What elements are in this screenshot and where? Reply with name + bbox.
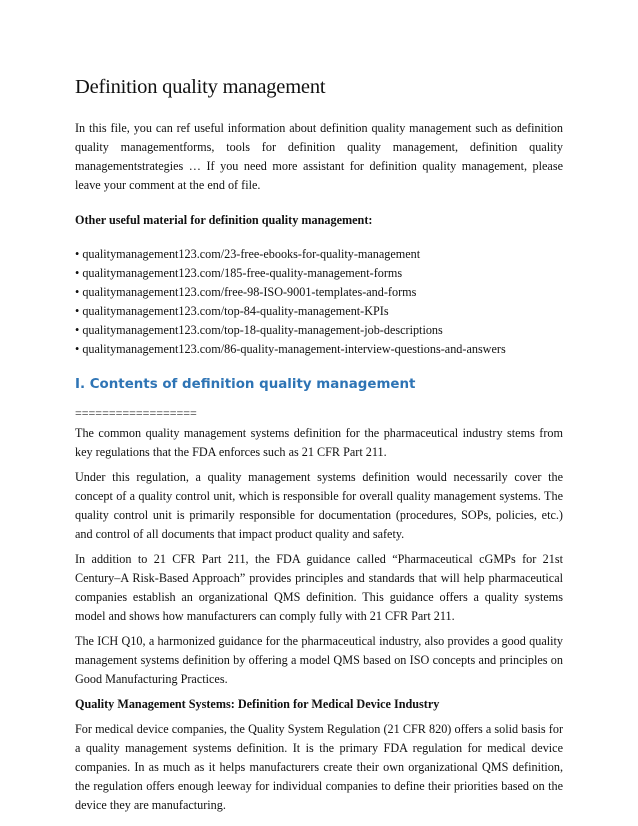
link-item[interactable]: • qualitymanagement123.com/185-free-quality-management-forms: [75, 266, 403, 280]
body-paragraph: In addition to 21 CFR Part 211, the FDA guidance called “Pharmaceutical cGMPs for 21st Century–A Risk-Based Approach” provides principles and standards that will help pharmaceutical companies establish an organizational QMS definition. This guidance offers a quality systems model and shows how manufacturers can comply fully with 21 CFR Part 211.: [75, 552, 563, 623]
divider-line: ==================: [75, 406, 197, 420]
link-item[interactable]: • qualitymanagement123.com/top-18-quality-management-job-descriptions: [75, 323, 443, 337]
useful-material-heading: Other useful material for definition quality management:: [75, 213, 373, 227]
body-paragraph: The ICH Q10, a harmonized guidance for the pharmaceutical industry, also provides a good quality management systems definition by offering a model QMS based on ISO concepts and principles on Good Manufacturing Practices.: [75, 634, 563, 686]
link-item[interactable]: • qualitymanagement123.com/23-free-ebooks-for-quality-management: [75, 247, 421, 261]
document-page: [75, 76, 563, 821]
medical-device-paragraph: For medical device companies, the Quality System Regulation (21 CFR 820) offers a solid basis for a quality management systems definition. It is the primary FDA regulation for medical device companies. In as much as it helps manufacturers create their own organizational QMS definition, the regulation offers enough leeway for individual companies to define their priorities based on the device they are manufacturing.: [75, 722, 563, 812]
link-item[interactable]: • qualitymanagement123.com/86-quality-management-interview-questions-and-answers: [75, 342, 506, 356]
link-list: [75, 245, 563, 359]
body-paragraph: The common quality management systems definition for the pharmaceutical industry stems from key regulations that the FDA enforces such as 21 CFR Part 211.: [75, 426, 563, 459]
link-item[interactable]: • qualitymanagement123.com/free-98-ISO-9001-templates-and-forms: [75, 285, 417, 299]
link-item[interactable]: • qualitymanagement123.com/top-84-quality-management-KPIs: [75, 304, 389, 318]
section-heading: I. Contents of definition quality management: [75, 377, 416, 392]
medical-device-heading: Quality Management Systems: Definition for Medical Device Industry: [75, 697, 440, 711]
page-title: Definition quality management: [75, 76, 326, 98]
intro-paragraph: In this file, you can ref useful information about definition quality management such as definition quality managementforms, tools for definition quality management, definition quality managementstrategies … If you need more assistant for definition quality management, please leave your comment at the end of file.: [75, 121, 563, 192]
body-paragraph: Under this regulation, a quality management systems definition would necessarily cover the concept of a quality control unit, which is responsible for overall quality management systems. The quality control unit is primarily responsible for documentation (procedures, SOPs, policies, etc.) and control of all documents that impact product quality and safety.: [75, 470, 563, 541]
